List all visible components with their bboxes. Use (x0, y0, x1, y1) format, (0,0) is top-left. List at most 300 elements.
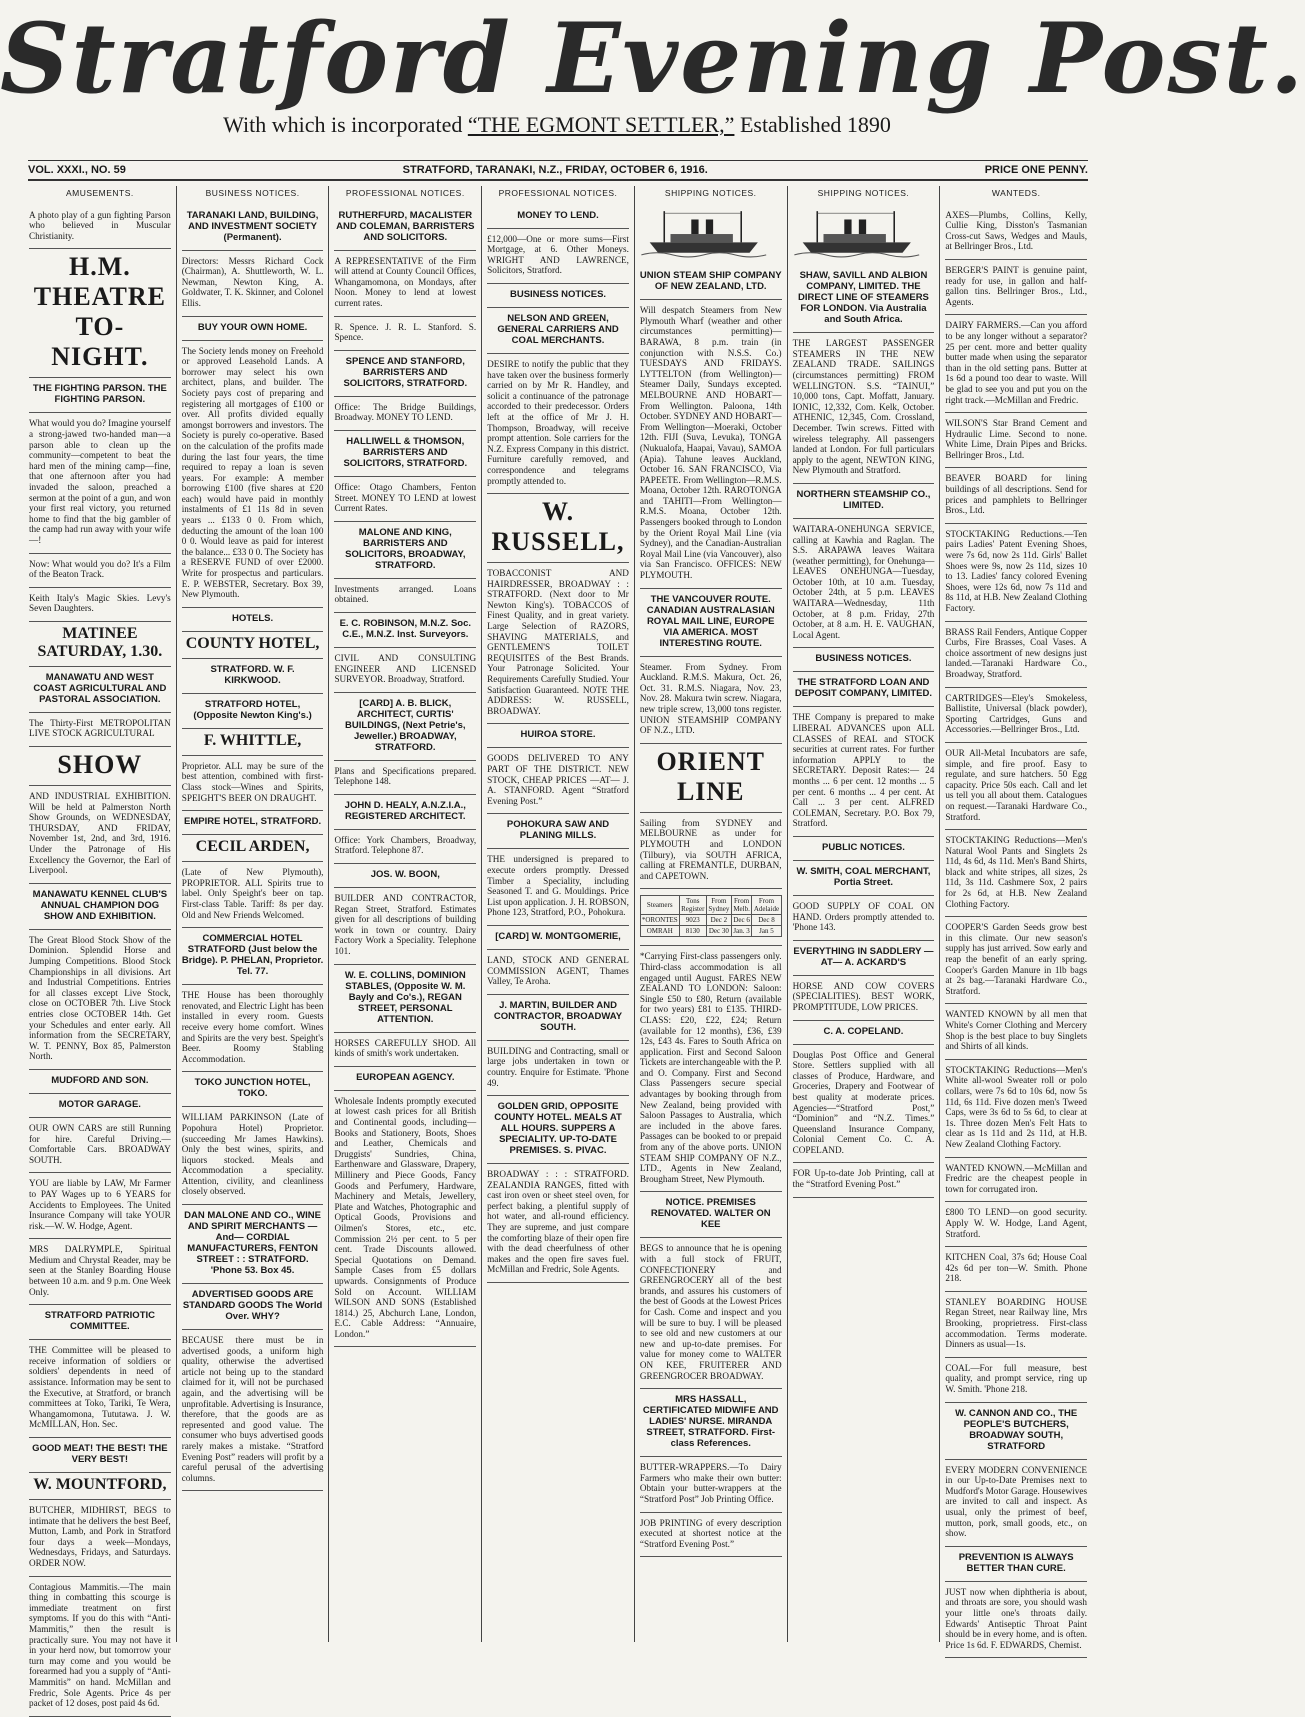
ad-body-text: THE undersigned is prepared to execute orders promptly. Dressed Timber a Speciality, including Seasoned T. and G. Mouldings. Price List upon application. J. H. ROBSON, Phone 123, Stratford, P.O., Pohokura. (487, 854, 629, 918)
advertisement (945, 1403, 1087, 1460)
advertisement (793, 976, 935, 1021)
ad-body-text: BUILDING and Contracting, small or large jobs undertaken in town or country. Enquire for Estimate. 'Phone 49. (487, 1045, 629, 1088)
ad-heading: BUSINESS NOTICES. (815, 653, 912, 665)
advertisement (793, 1045, 935, 1164)
ad-body-text: The Great Blood Stock Show of the Dominion. Splendid Horse and Jumping Competitions. Blood Stock Championships in all divisions. Art and Industrial Competitions. Entries for all classes except Live Stock, close on OCTOBER 7th. Live Stock entries close OCTOBER 14th. Get your Schedules and enter early. All information from the SECRETARY, W. T. PENNY, Box 85, Palmerston North. (29, 934, 171, 1062)
ad-body-text: Contagious Mammitis.—The main thing in combatting this scourge is immediate treatment on first symptoms. If you do this with “Anti-Mammitis,” then the result is practically sure. You may not have it in your herd now, but tomorrow your turn may come and you would be forearmed had you a supply of “Anti-Mammitis” on hand. McMillan and Fredric, Sole Agents. Price 4s per packet of 12 doses, post paid 4s 6d. (29, 1581, 171, 1709)
advertisement (945, 1460, 1087, 1547)
column-heading: WANTEDS. (991, 188, 1041, 198)
ad-body-text: WAITARA-ONEHUNGA SERVICE, calling at Kawhia and Raglan. The S.S. ARAPAWA leaves Waitara (weather permitting), for Onehunga— LEAVES ONEHUNGA—Tuesday, October 10th, at 10 a.m. Tuesday, October 24th, at 5 p.m. LEAVES WAITARA—Wednesday, 11th October, at 8 p.m. Friday, 27th October, at 8 a.m. H. E. VAUGHAN, Local Agent. (792, 523, 935, 640)
advertisement (945, 917, 1087, 1004)
incorporated-paper-name: “THE EGMONT SETTLER,” (467, 112, 735, 137)
advertisement (945, 524, 1087, 622)
ad-body-text: BECAUSE there must be in advertised goods, a uniform high quality, otherwise the advertised article not being up to the standard claimed for it, will not be purchased again, and the advertising will be unprofitable. Advertising is Insurance, therefore, that the goods are as represented and good value. The consumer who buys advertised goods rarely makes a mistake. “Stratford Evening Post” readers will profit by a careful perusal of the advertising columns. (181, 1335, 324, 1483)
ad-body-text: The Society lends money on Freehold or approved Leasehold Lands. A borrower may select his own architect, plans, and builder. The Society pays cost of preparing and registering all mortgages of £100 or over. All profits divided equally amongst borrowers and investors. The Society is purely co-operative. Based on the calculation of the profits made during the last four years, the time required to repay a loan is seven years. For example: A member borrowing £100 (five shares at £20 each) would have paid in monthly instalments of £1 11s 8d in seven years ... £133 0 0. From which, deducting the amount of the loan 100 0 0. Would leave as paid for interest the balance... £33 0 0. The Society has a RESERVE FUND of over £2000. Write for prospectus and particulars. E. P. WEBSTER, Secretary. Box 39, New Plymouth. (181, 345, 324, 600)
ad-body-text: £800 TO LEND—on good security. Apply W. W. Hodge, Land Agent, Stratford. (945, 1207, 1088, 1239)
column-heading: SHIPPING NOTICES. (664, 188, 757, 198)
ad-body-text: YOU are liable by LAW, Mr Farmer to PAY Wages up to 6 YEARS for Accidents to Employees. The United Insurance Company will take YOUR risk.—W. W. Hodge, Agent. (29, 1178, 171, 1231)
advertisement (945, 260, 1087, 315)
ad-body-text: BRASS Rail Fenders, Antique Copper Curbs, Fire Brasses, Coal Vases. A choice assortment of new designs just landed.—Taranaki Hardware Co., Broadway, Stratford. (945, 626, 1088, 679)
advertisement (182, 251, 324, 317)
advertisement (29, 1438, 171, 1473)
ad-body-text: The Thirty-First METROPOLITAN LIVE STOCK AGRICULTURAL (29, 717, 171, 739)
ad-body-text: DAIRY FARMERS.—Can you afford to be any longer without a separator? 25 per cent. more and better quality butter made when using the separator than in the old setting pans. Butter at 1s 6d a pound too dear to waste. Will be glad to see you and put you on the right track.—McMillan and Fredric. (945, 320, 1088, 405)
table-cell: Dec 6 (733, 916, 750, 925)
advertisement (945, 1158, 1087, 1203)
ad-body-text: STOCKTAKING Reductions—Men's Natural Wool Pants and Singlets 2s 11d, 4s 6d, 4s 11d. Men's Band Shirts, black and white stripes, all sizes, 2s 11d, 3s 11d. Cashmere Sox, 2 pairs for 2s 6d, at H.B. New Zealand Clothing Factory. (945, 835, 1088, 909)
advertisement (793, 648, 935, 672)
ad-body-text: Keith Italy's Magic Skies. Levy's Seven Daughters. (29, 592, 171, 614)
ad-body-text: Wholesale Indents promptly executed at lowest cash prices for all British and Continental goods, including—Books and Stationery, Boots, Shoes and Leather, Chemicals and Druggists' Sundries, China, Earthenware and Glassware, Drapery, Millinery and Piece Goods, Fancy Goods and Perfumery, Hardware, Machinery and Metals, Jewellery, Plate and Watches, Photographic and Optical Goods, Provisions and Oilmen's Stores, etc., etc. Commission 2½ per cent. to 5 per cent. Trade Discounts allowed. Special Quotations on Demand. Sample Cases from £5 dollars upwards. Consignments of Produce Sold on Account. WILLIAM WILSON AND SONS (Established 1814.) 25, Abchurch Lane, London, E.C. Cable Address: “Annuaire, London.” (334, 1095, 477, 1339)
ad-body-text: MRS DALRYMPLE, Spiritual Medium and Chrystal Reader, may be seen at the Stanley Boarding House between 10 a.m. and 9 p.m. One Week Only. (29, 1244, 171, 1297)
table-cell: Dec 30 (706, 926, 731, 937)
advertisement (182, 694, 324, 729)
advertisement (487, 284, 629, 308)
ad-heading: SPENCE AND STANFORD, BARRISTERS AND SOLICITORS, STRATFORD. (343, 355, 468, 389)
advertisement (640, 1389, 782, 1457)
advertisement (29, 378, 171, 413)
advertisement (640, 265, 782, 300)
ad-display-heading: ORIENT LINE (656, 746, 766, 806)
advertisement (182, 1330, 324, 1491)
ad-heading: JOHN D. HEALY, A.N.Z.I.A., REGISTERED ARCHITECT. (344, 799, 466, 822)
advertisement (334, 477, 476, 522)
advertisement (793, 861, 935, 896)
advertisement (334, 351, 476, 397)
ad-heading: NORTHERN STEAMSHIP CO., LIMITED. (796, 488, 931, 511)
ad-heading: TOKO JUNCTION HOTEL, TOKO. (194, 1077, 311, 1100)
advertisement (640, 589, 782, 657)
ad-body-text: EVERY MODERN CONVENIENCE in our Up-to-Date Premises next to Mudford's Motor Garage. Housewives are invited to call and inspect. As usual, only the primest of beef, mutton, pork, small goods, etc., on show. (945, 1464, 1088, 1539)
ad-body-text: Now: What would you do? It's a Film of the Beaton Track. (29, 558, 171, 580)
advertisement (29, 1500, 171, 1577)
advertisement (182, 1284, 324, 1330)
ad-body-text: THE House has been thoroughly renovated, and Electric Light has been installed in every room. Guests receive every home comfort. Wines and Spirits are the very best. Speight's Beer. Roomy Stabling Accommodation. (181, 990, 324, 1064)
table-cell: Jan. 3 (731, 926, 752, 937)
ad-body-text: BROADWAY : : : STRATFORD. ZEALANDIA RANGES, fitted with cast iron oven or sheet steel oven, for perfect baking, a plentiful supply of hot water, and all-round efficiency. They are supreme, and just compare the comforting blaze of their open fire with the dead cheerfulness of other makes and the open fire saves fuel. McMillan and Fredric, Sole Agents. (487, 1169, 629, 1275)
advertisement (334, 1033, 476, 1067)
ad-body-text: *Carrying First-class passengers only. Third-class accommodation is all engaged until August. FARES NEW ZEALAND TO LONDON: Saloon: Single £50 to £80, Return (available for two years) £81 to £135. THIRD-CLASS: £20, £22, £24; Return (available for 12 months), £36, £39 12s, £43 4s. Fares to South Africa on application. First and Second Saloon Tickets are interchangeable with the P. and O. Company. First and Second Class Passengers secure special advantages by booking through from New Zealand, being provided with Saloon Passages to Australia, which are included in the above fares. Passages can be booked to or prepaid from any of the above ports. UNION STEAM SHIP COMPANY OF N.Z., LTD., Agents in New Zealand, Brougham Street, New Plymouth. (639, 951, 782, 1184)
ad-body-text: HORSES CAREFULLY SHOD. All kinds of smith's work undertaken. (334, 1037, 477, 1059)
ad-heading: STRATFORD HOTEL, (Opposite Newton King's.) (193, 698, 312, 721)
advertisement (29, 249, 171, 378)
ad-body-text: Directors: Messrs Richard Cock (Chairman), A. Shuttleworth, W. L. Newman, Newton King, A. Goldwater, T. K. Skinner, and Colonel Ellis. (181, 255, 324, 308)
ad-heading: PREVENTION IS ALWAYS BETTER THAN CURE. (958, 1551, 1074, 1574)
ad-display-heading: H.M. THEATRE TO-NIGHT. (33, 252, 166, 372)
ad-body-text: COAL—For full measure, best quality, and prompt service, ring up W. Smith. 'Phone 218. (945, 1362, 1088, 1395)
ad-body-text: AND INDUSTRIAL EXHIBITION. Will be held at Palmerston North Show Grounds, on WEDNESDAY, THURSDAY, AND FRIDAY, November 1st, 2nd, and 3rd, 1916. Under the Patronage of His Excellency the Governor, the Earl of Liverpool. (29, 791, 171, 876)
ad-name-heading: F. WHITTLE, (203, 731, 302, 749)
ad-heading: HOTELS. (231, 612, 274, 624)
column-heading: AMUSEMENTS. (65, 188, 134, 198)
advertisement (793, 941, 935, 976)
advertisement (793, 1021, 935, 1045)
advertisement (945, 315, 1087, 413)
ad-name-heading: COUNTY HOTEL, (185, 634, 320, 652)
table-header-cell: From Sydney (708, 897, 730, 914)
ad-heading: STRATFORD PATRIOTIC COMMITTEE. (44, 1310, 155, 1333)
ad-body-text: FOR Up-to-date Job Printing, call at the “Stratford Evening Post.” (792, 1168, 935, 1190)
ad-body-text: BEGS to announce that he is opening with a full stock of FRUIT, CONFECTIONERY and GREENGROCERY all of the best brands, and assures his customers of the best of Goods at the Lowest Prices for Cash. Come and inspect and you will be sure to buy. I will be pleased to see old and new customers at our new and up-to-date premises. For value for money come to WALTER ON KEE, FRUITERER AND GREENGROCER BROADWAY. (639, 1243, 782, 1381)
steamship-illustration (640, 207, 768, 259)
advertisement (793, 265, 935, 333)
advertisement (29, 1239, 171, 1305)
advertisement (182, 317, 324, 341)
ad-heading: SHAW, SAVILL AND ALBION COMPANY, LIMITED. THE DIRECT LINE OF STEAMERS FOR LONDON. Via Australia and South Africa. (798, 270, 929, 326)
table-header-cell: From Adelaide (753, 897, 780, 914)
advertisement (793, 333, 935, 484)
ad-heading: MANAWATU KENNEL CLUB'S ANNUAL CHAMPION DOG SHOW AND EXHIBITION. (32, 888, 168, 922)
ad-body-text: Will despatch Steamers from New Plymouth Wharf (weather and other circumstances permitting)— BARAWA, 8 p.m. train (in conjunction with N.S.S. Co.) TUESDAYS AND FRIDAYS. LYTTELTON (from Wellington)—Steamer Daily, Sundays excepted. MELBOURNE AND HOBART—From Wellington. Paloona, 14th October. SYDNEY AND HOBART—From Wellington—Moeraki, October 12th. FIJI (Suva, Levuka), TONGA (Nukualofa, Haapai, Vavau), SAMOA (Apia). Tahune leaves Auckland, October 16. SAN FRANCISCO, Via PAPEETE. From Wellington—R.M.S. Moana, October 12th. RAROTONGA and TAHITI—From Wellington—R.M.S. Moana, October 12th. Passengers booked through to London by the Orient Royal Mail Line (via Sydney), and the Canadian-Australian Royal Mail Line (via Vancouver), also via San Francisco. OFFICES: NEW PLYMOUTH. (639, 305, 782, 581)
ad-heading: EVERYTHING IN SADDLERY —AT— A. ACKARD'S (793, 945, 934, 968)
ad-body-text: CIVIL AND CONSULTING ENGINEER AND LICENSED SURVEYOR. Broadway, Stratford. (334, 652, 477, 685)
table-cell: Jan 5 (752, 926, 781, 937)
ad-heading: GOOD MEAT! THE BEST! THE VERY BEST! (32, 1443, 168, 1465)
advertisement (487, 849, 629, 926)
ad-body-text: A photo play of a gun fighting Parson who believed in Muscular Christianity. (29, 209, 171, 241)
ad-heading: EMPIRE HOTEL, STRATFORD. (184, 816, 322, 828)
ad-heading: MONEY TO LEND. (517, 209, 599, 221)
ad-body-text: Douglas Post Office and General Store. Settlers supplied with all classes of Produce, Hardware, and Groceries, Drapery and Footwear of best quality at moderate prices. Agencies—“Stratford Post,” “Dominion” and “N.Z. Times.” Queensland Insurance Company, Colonial Cement Co. C. A. COPELAND. (792, 1049, 935, 1155)
advertisement (334, 317, 476, 351)
advertisement (487, 354, 629, 494)
place-and-date: STRATFORD, TARANAKI, N.Z., FRIDAY, OCTOBER 6, 1916. (402, 164, 708, 176)
table-header-cell: Tons Register (681, 897, 705, 914)
ad-name-heading: CECIL ARDEN, (195, 838, 310, 856)
advertisement (945, 468, 1087, 523)
advertisement (182, 729, 324, 756)
column-6 (788, 186, 941, 1642)
ad-heading: EUROPEAN AGENCY. (356, 1071, 455, 1083)
ad-body-text: DESIRE to notify the public that they have taken over the business formerly carried on by Mr R. Handley, and solicit a continuance of the patronage accorded to their predecessor. Orders left at the office of Mr J. H. Thompson, Broadway, will receive prompt attention. Sole carriers for the N.Z. Express Company in this district. Furniture carefully removed, and correspondence and telegrams promptly attended to. (487, 358, 629, 486)
advertisement (487, 494, 629, 563)
ad-body-text: BUTTER-WRAPPERS.—To Dairy Farmers who make their own butter: Obtain your butter-wrappers at the “Stratford Post” Job Printing Office. (639, 1462, 782, 1504)
ad-heading: TARANAKI LAND, BUILDING, AND INVESTMENT SOCIETY (Permanent). (186, 209, 319, 243)
advertisement (640, 1457, 782, 1512)
ad-heading: THE VANCOUVER ROUTE. CANADIAN AUSTRALASIAN ROYAL MAIL LINE, EUROPE VIA AMERICA. MOST INTERESTING ROUTE. (646, 593, 775, 649)
ad-heading: GOLDEN GRID, OPPOSITE COUNTY HOTEL. MEALS AT ALL HOURS. SUPPERS A SPECIALITY. UP-TO-DATE PREMISES. S. PIVAC. (494, 1101, 622, 1157)
advertisement (487, 950, 629, 995)
subtitle-prefix: With which is incorporated (223, 112, 463, 137)
ad-body-text: WILSON'S Star Brand Cement and Hydraulic Lime. Second to none. White Lime, Drain Pipes and Bricks. Bellringer Bros., Ltd. (945, 418, 1088, 460)
advertisement (487, 748, 629, 814)
advertisement (182, 811, 324, 835)
ad-body-text: Sailing from SYDNEY and MELBOURNE as under for PLYMOUTH and LONDON (Tilbury), via SOUTH AFRICA, calling at FREMANTLE, DURBAN, and CAPETOWN. (639, 817, 782, 881)
table-cell: *ORONTES (641, 916, 678, 925)
advertisement (640, 300, 782, 588)
ad-heading: MOTOR GARAGE. (58, 1098, 141, 1110)
column-heading: SHIPPING NOTICES. (817, 188, 910, 198)
ad-heading: MRS HASSALL, CERTIFICATED MIDWIFE AND LADIES' NURSE. MIRANDA STREET, STRATFORD. First-class References. (642, 1394, 779, 1450)
advertisement (640, 946, 782, 1192)
ad-body-text: CARTRIDGES—Eley's Smokeless, Ballistite, Universal (black powder), Sporting Cartridges, Guns and Accessories.—Bellringer Bros., Ltd. (945, 692, 1088, 735)
advertisement (29, 1305, 171, 1340)
advertisement (640, 657, 782, 744)
advertisement (334, 888, 476, 965)
ad-body-text: BEAVER BOARD for lining buildings of all descriptions. Send for prices and pamphlets to Bellringer Bros., Ltd. (945, 473, 1088, 516)
advertisement (29, 622, 171, 667)
column-7 (940, 186, 1092, 1650)
ad-body-text: BUILDER AND CONTRACTOR, Regan Street, Stratford. Estimates given for all descriptions of building work in town or country. Dairy Factory Work a Speciality. Telephone 101. (334, 893, 477, 957)
advertisement (945, 1247, 1087, 1292)
price: PRICE ONE PENNY. (984, 164, 1088, 176)
ad-heading: W. E. COLLINS, DOMINION STABLES, (Opposite W. M. Bayly and Co's.), REGAN STREET, PERSONAL ATTENTION. (344, 969, 466, 1025)
table-row (640, 926, 781, 937)
ad-body-text: AXES—Plumbs, Collins, Kelly, Cullie King, Disston's Tasmanian Cross-cut Saws, Wedges and Mauls, at Bellringer Bros., Ltd. (945, 209, 1088, 252)
ad-heading: MALONE AND KING, BARRISTERS AND SOLICITORS, BROADWAY, STRATFORD. (345, 526, 466, 571)
ad-body-text: BUTCHER, MIDHIRST, BEGS to intimate that he delivers the best Beef, Mutton, Lamb, and Pork in Stratford four days a week—Mondays, Wednesdays, Fridays, and Saturdays. ORDER NOW. (29, 1505, 171, 1568)
ad-name-heading: MATINEE SATURDAY, 1.30. (37, 624, 163, 660)
advertisement (182, 928, 324, 985)
advertisement (182, 862, 324, 928)
advertisement (29, 1118, 171, 1173)
orient-sailings-table (640, 895, 782, 937)
table-cell: Dec 2 (706, 915, 731, 926)
ad-heading: THE FIGHTING PARSON. THE FIGHTING PARSON. (32, 383, 167, 406)
column-heading: PROFESSIONAL NOTICES. (345, 188, 465, 198)
advertisement (793, 672, 935, 707)
ad-heading: E. C. ROBINSON, M.N.Z. Soc. C.E., M.N.Z. Inst. Surveyors. (339, 617, 472, 640)
dateline (28, 160, 1088, 181)
table-row (640, 915, 781, 926)
newspaper-title: Stratford Evening Post. (0, 2, 1305, 115)
advertisement (334, 1091, 476, 1348)
advertisement (29, 554, 171, 588)
advertisement (945, 1060, 1087, 1158)
advertisement (640, 1192, 782, 1238)
ad-heading: BUY YOUR OWN HOME. (197, 321, 308, 333)
ad-body-text: THE LARGEST PASSENGER STEAMERS IN THE NEW ZEALAND TRADE. SAILINGS (circumstances permitting) FROM WELLINGTON. S.S. “TAINUI,” 10,000 tons, Capt. Moffatt, January. IONIC, 12,332, Com. Kelk, October. ATHENIC, 12,345, Com. Crossland, December. Twin screws. Fitted with wireless telegraphy. All passengers landed at London. For full particulars apply to the agent, NEWTON KING, New Plymouth and Stratford. (792, 338, 935, 476)
ad-name-heading: W. MOUNTFORD, (33, 1476, 167, 1493)
advertisement (487, 1164, 629, 1283)
ad-body-text: STANLEY BOARDING HOUSE Regan Street, near Railway line, Mrs Brooking, proprietress. First-class accommodation. Terms moderate. Dinners as usual—1s. (945, 1296, 1088, 1350)
advertisement (640, 889, 782, 946)
ad-heading: NOTICE. PREMISES RENOVATED. WALTER ON KEE (650, 1197, 771, 1231)
ad-heading: ADVERTISED GOODS ARE STANDARD GOODS The World Over. WHY? (182, 1289, 323, 1323)
advertisement (334, 795, 476, 830)
advertisement (29, 413, 171, 553)
advertisement (793, 837, 935, 861)
advertisement (334, 613, 476, 648)
ad-heading: POHOKURA SAW AND PLANING MILLS. (506, 819, 610, 842)
advertisement (487, 308, 629, 354)
ad-heading: PUBLIC NOTICES. (822, 841, 905, 853)
advertisement (182, 205, 324, 251)
ad-heading: BUSINESS NOTICES. (509, 288, 607, 300)
ad-heading: UNION STEAM SHIP COMPANY OF NEW ZEALAND, LTD. (639, 270, 782, 293)
advertisement (487, 229, 629, 284)
ad-heading: HALLIWELL & THOMSON, BARRISTERS AND SOLICITORS, STRATFORD. (343, 435, 468, 469)
ad-heading: STRATFORD. W. F. KIRKWOOD. (210, 663, 295, 686)
advertisement (29, 1577, 171, 1717)
ad-heading: RUTHERFURD, MACALISTER AND COLEMAN, BARRISTERS AND SOLICITORS. (336, 209, 475, 243)
ad-body-text: Office: York Chambers, Broadway, Stratford. Telephone 87. (334, 834, 477, 856)
advertisement (945, 743, 1087, 830)
advertisement (334, 579, 476, 613)
column-heading: BUSINESS NOTICES. (205, 188, 300, 198)
advertisement (29, 747, 171, 786)
table-cell: 8130 (679, 926, 706, 937)
advertisement (29, 786, 171, 884)
advertisement (487, 1041, 629, 1096)
advertisement (334, 251, 476, 317)
masthead (0, 0, 1305, 137)
advertisement (29, 667, 171, 713)
advertisement (640, 1513, 782, 1558)
advertisement (793, 519, 935, 649)
ad-body-text: STOCKTAKING Reductions—Men's White all-wool Sweater roll or polo collars, were 7s 6d to 10s 6d, now 5s 11d, 6s 11d. Five dozen men's Tweed Caps, were 3s 6d to 5s 6d, to clear at 1s. Three dozen Men's Felt Hats to clear as 1s 11d and 2s 11d, at H.B. New Zealand Clothing Factory. (945, 1064, 1088, 1149)
column-3 (329, 186, 482, 1642)
ad-body-text: GOODS DELIVERED TO ANY PART OF THE DISTRICT. NEW STOCK, CHEAP PRICES —AT— J. A. STANFORD. Agent “Stratford Evening Post.” (487, 753, 629, 806)
ad-body-text: OUR OWN CARS are still Running for hire. Careful Driving.—Comfortable Cars. BROADWAY SOUTH. (29, 1122, 171, 1165)
advertisement (29, 588, 171, 622)
table-cell: OMRAH (640, 926, 679, 937)
ad-body-text: Steamer. From Sydney. From Auckland. R.M.S. Makura, Oct. 26, Oct. 31. R.M.S. Niagara, Nov. 23, Nov. 28. Makura twin screw. Niagara, new triple screw, 13,000 tons register. UNION STEAMSHIP COMPANY OF N.Z., LTD. (639, 661, 782, 736)
established-year: Established 1890 (739, 112, 891, 137)
advertisement (945, 1547, 1087, 1582)
advertisement (182, 659, 324, 694)
volume-number: VOL. XXXI., NO. 59 (28, 164, 126, 176)
ad-body-text: TOBACCONIST AND HAIRDRESSER, BROADWAY : : STRATFORD. (Next door to Mr Newton King's). TOBACCOS of Finest Quality, and in great variety. Large Selection of RAZORS, SHAVING MATERIALS, and GENTLEMEN'S TOILET REQUISITES of the Best Brands. Your Patronage Solicited. Your Requirements Carefully Studied. Your Satisfaction Guaranteed. NOTE THE ADDRESS: W. RUSSELL, BROADWAY. (487, 568, 629, 716)
ad-heading: HUIROA STORE. (520, 729, 596, 741)
ad-body-text: What would you do? Imagine yourself a strong-jawed two-handed man—a parson able to clean up the community—competent to beat the hard men of the mining camp—fine, that one afternoon after you had invaded the saloon, preached a sermon at the point of a gun, and won your first real victory, you returned home to find that the big gambler of the camp had run away with your wife—! (29, 418, 171, 545)
ad-body-text: LAND, STOCK AND GENERAL COMMISSION AGENT, Thames Valley, Te Aroha. (487, 954, 629, 987)
ad-display-heading: SHOW (57, 750, 143, 780)
advertisement (945, 622, 1087, 688)
ad-heading: [CARD] A. B. BLICK, ARCHITECT, CURTIS' BUILDINGS, (Next Petrie's, Jeweller.) BROADWAY, STRATFORD. (345, 697, 466, 753)
ad-heading: J. MARTIN, BUILDER AND CONTRACTOR, BROADWAY SOUTH. (493, 999, 623, 1033)
advertisement (182, 756, 324, 811)
advertisement (793, 1163, 935, 1197)
advertisement (29, 930, 171, 1070)
columns-area (24, 186, 1092, 1709)
advertisement (182, 835, 324, 862)
table-cell: 9023 (679, 915, 706, 926)
ad-heading: NELSON AND GREEN, GENERAL CARRIERS AND COAL MERCHANTS. (497, 312, 619, 346)
advertisement (182, 985, 324, 1072)
advertisement (334, 431, 476, 477)
ad-body-text: Investments arranged. Loans obtained. (334, 583, 477, 605)
advertisement (487, 926, 629, 950)
ad-body-text: BERGER'S PAINT is genuine paint, ready for use, in gallon and half-gallon tins. Bellringer Bros., Ltd., Agents. (945, 264, 1088, 307)
advertisement (182, 1205, 324, 1284)
advertisement (182, 341, 324, 608)
table-cell: Dec 8 (752, 915, 781, 926)
advertisement (487, 814, 629, 849)
advertisement (945, 205, 1087, 260)
column-heading: PROFESSIONAL NOTICES. (498, 188, 618, 198)
ad-body-text: KITCHEN Coal, 37s 6d; House Coal 42s 6d per ton—W. Smith. Phone 218. (945, 1252, 1088, 1284)
advertisement (182, 1107, 324, 1205)
advertisement (334, 761, 476, 795)
advertisement (334, 397, 476, 431)
advertisement (640, 744, 782, 813)
ad-heading: THE STRATFORD LOAN AND DEPOSIT COMPANY, LIMITED. (794, 677, 932, 700)
advertisement (29, 1094, 171, 1118)
advertisement (29, 884, 171, 930)
ad-body-text: Office: The Bridge Buildings, Broadway. MONEY TO LEND. (334, 401, 477, 423)
ad-body-text: (Late of New Plymouth), PROPRIETOR. ALL Spirits true to label. Only Speight's beer on tap. First-class Table. Tariff: 8s per day. Old and New Friends Welcomed. (181, 867, 324, 920)
advertisement (182, 1072, 324, 1107)
table-header-cell: Steamers (640, 896, 679, 915)
advertisement (487, 563, 629, 724)
advertisement (334, 205, 476, 251)
advertisement (29, 1173, 171, 1239)
table-header-cell: From Melb. (733, 897, 750, 914)
column-1 (24, 186, 177, 1709)
advertisement (945, 688, 1087, 743)
advertisement (334, 648, 476, 693)
ad-heading: JOS. W. BOON, (370, 869, 440, 881)
advertisement (640, 813, 782, 890)
advertisement (945, 830, 1087, 917)
advertisement (29, 1473, 171, 1500)
ad-body-text: HORSE AND COW COVERS (SPECIALITIES). BEST WORK, PROMPTITUDE, LOW PRICES. (792, 980, 935, 1012)
ad-body-text: R. Spence. J. R. L. Stanford. S. Spence. (334, 321, 477, 343)
ad-body-text: Plans and Specifications prepared. Telephone 148. (334, 765, 477, 787)
ad-body-text: WANTED KNOWN.—McMillan and Fredric are the cheapest people in town for corrugated iron. (945, 1162, 1088, 1194)
advertisement (334, 1067, 476, 1091)
advertisement (945, 413, 1087, 468)
advertisement (29, 205, 171, 250)
ad-heading: MANAWATU AND WEST COAST AGRICULTURAL AND PASTORAL ASSOCIATION. (33, 671, 167, 705)
ad-heading: C. A. COPELAND. (823, 1025, 904, 1037)
ad-heading: MUDFORD AND SON. (51, 1074, 149, 1086)
ad-body-text: STOCKTAKING Reductions.—Ten pairs Ladies' Patent Evening Shoes, were 7s 6d, now 2s 11d. Girls' Ballet Shoes were 9s, now 2s 11d, sizes 10 to 13. Ladies' fancy colored Evening Shoes, were 12s 6d, now 7s 11d and 8s 11d, at H.B. New Zealand Clothing Factory. (945, 528, 1088, 613)
advertisement (182, 608, 324, 632)
column-4 (482, 186, 635, 1642)
advertisement (945, 1358, 1087, 1403)
ad-body-text: £12,000—One or more sums—First Mortgage, at 6. Other Moneys. WRIGHT AND LAWRENCE, Solicitors, Stratford. (487, 233, 629, 276)
ad-body-text: OUR All-Metal Incubators are safe, simple, and fire proof. Easy to regulate, and sure hatchers. 50 Egg capacity. Price 50s each. Call and let us tell you all about them. Catalogues on request.—Taranaki Hardware Co., Stratford. (945, 747, 1088, 822)
ad-body-text: Office: Otago Chambers, Fenton Street. MONEY TO LEND at lowest Current Rates. (334, 481, 477, 514)
advertisement (182, 632, 324, 659)
advertisement (793, 484, 935, 519)
ad-body-text: WANTED KNOWN by all men that White's Corner Clothing and Mercery Shop is the best place to buy Singlets and Shirts of all kinds. (945, 1009, 1088, 1052)
ad-heading: W. CANNON AND CO., THE PEOPLE'S BUTCHERS, BROADWAY SOUTH, STRATFORD (955, 1407, 1078, 1452)
advertisement (487, 995, 629, 1041)
advertisement (945, 1582, 1087, 1659)
ad-heading: [CARD] W. MONTGOMERIE, (495, 930, 621, 942)
advertisement (334, 693, 476, 761)
advertisement (334, 864, 476, 888)
advertisement (334, 965, 476, 1033)
ad-heading: DAN MALONE AND CO., WINE AND SPIRIT MERCHANTS —And— CORDIAL MANUFACTURERS, FENTON STREET : : STRATFORD. 'Phone 53. Box 45. (184, 1210, 322, 1277)
ad-heading: COMMERCIAL HOTEL STRATFORD (Just below the Bridge). P. PHELAN, Proprietor. Tel. 77. (181, 933, 324, 978)
ad-body-text: A REPRESENTATIVE of the Firm will attend at County Council Offices, Whangamomona, on Mondays, after Noon. Money to lend at lowest current rates. (334, 255, 477, 308)
ad-display-heading: W. RUSSELL, (491, 497, 625, 557)
column-5 (635, 186, 788, 1642)
advertisement (640, 1238, 782, 1389)
ad-heading: W. SMITH, COAL MERCHANT, Portia Street. (796, 865, 931, 888)
ad-body-text: JOB PRINTING of every description executed at shortest notice at the “Stratford Evening Post.” (639, 1517, 782, 1549)
ad-body-text: JUST now when diphtheria is about, and throats are sore, you should wash your little one's throats daily. Edwards' Antiseptic Throat Paint should be in every home, and is often. Price 1s 6d. F. EDWARDS, Chemist. (945, 1586, 1088, 1650)
advertisement (29, 713, 171, 747)
advertisement (793, 707, 935, 837)
advertisement (334, 830, 476, 864)
advertisement (487, 205, 629, 229)
advertisement (945, 1004, 1087, 1059)
ad-body-text: COOPER'S Garden Seeds grow best in this climate. Our new season's supply has just arrived. Sow early and reap the benefit of an early spring. Cooper's Garden Manure in 1lb bags at 2s bag.—Taranaki Hardware Co., Stratford. (945, 922, 1088, 996)
ad-body-text: THE Committee will be pleased to receive information of soldiers or soldiers' dependents in need of assistance. Information may be sent to the Executive, at Stratford, or branch committees at Toko, Tariki, Te Wera, Whangamomona, Tututawa. J. W. McMILLAN, Hon. Sec. (29, 1345, 171, 1430)
steamship-illustration (793, 207, 921, 259)
ad-body-text: Proprietor. ALL may be sure of the best attention, combined with first-Class stock—Wines and Spirits, SPEIGHT'S BEER ON DRAUGHT. (181, 760, 324, 803)
advertisement (945, 1292, 1087, 1358)
ad-body-text: GOOD SUPPLY OF COAL ON HAND. Orders promptly attended to. 'Phone 143. (792, 900, 935, 933)
column-2 (177, 186, 330, 1642)
ad-body-text: THE Company is prepared to make LIBERAL ADVANCES upon ALL CLASSES of REAL and STOCK securities at current rates. For further information APPLY to the SECRETARY. Deposit Rates:— 24 months ... 6 per cent. 12 months ... 5 per cent. 6 months ... 4 per cent. At Call ... 3 per cent. ALFRED COLEMAN, Secretary. P.O. Box 79, Stratford. (792, 712, 935, 829)
advertisement (487, 1096, 629, 1164)
